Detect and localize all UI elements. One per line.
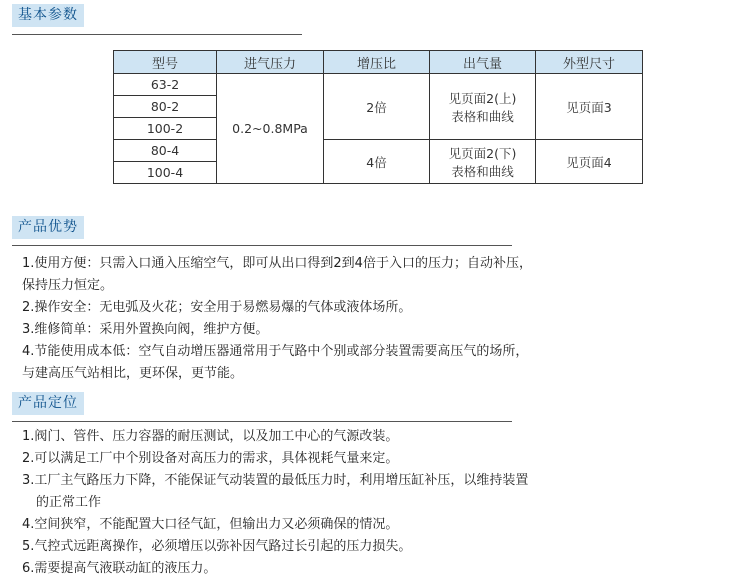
section-divider	[12, 245, 512, 246]
model-cell: 80-4	[114, 140, 217, 162]
section-divider	[12, 421, 512, 422]
list-item: 3.工厂主气路压力下降，不能保证气动装置的最低压力时，利用增压缸补压，以维持装置	[22, 473, 529, 488]
list-item: 保持压力恒定。	[22, 278, 114, 293]
list-item: 4.节能使用成本低：空气自动增压器通常用于气路中个别或部分装置需要高压气的场所，	[22, 344, 529, 359]
model-cell: 80-2	[114, 96, 217, 118]
advantages-list	[22, 253, 532, 385]
flow-line: 表格和曲线	[451, 108, 514, 124]
list-item: 2.可以满足工厂中个别设备对高压力的需求，具体视耗气量来定。	[22, 451, 399, 466]
model-cell: 100-2	[114, 118, 217, 140]
list-item: 1.阀门、管件、压力容器的耐压测试，以及加工中心的气源改装。	[22, 429, 399, 444]
ratio-cell: 4倍	[324, 140, 430, 184]
section-title-basic: 基本参数	[12, 4, 84, 27]
section-title-advantages: 产品优势	[12, 216, 84, 239]
table-header-row	[114, 51, 643, 74]
list-item: 5.气控式远距离操作，必须增压以弥补因气路过长引起的压力损失。	[22, 539, 412, 554]
list-item: 3.维修简单：采用外置换向阀，维护方便。	[22, 322, 269, 337]
list-item: 4.空间狭窄，不能配置大口径气缸，但输出力又必须确保的情况。	[22, 517, 399, 532]
positioning-list	[22, 426, 528, 580]
section-divider	[12, 34, 302, 35]
list-item: 的正常工作	[36, 495, 102, 510]
size-cell: 见页面4	[536, 140, 643, 184]
model-cell: 63-2	[114, 74, 217, 96]
list-item: 2.操作安全：无电弧及火花；安全用于易燃易爆的气体或液体场所。	[22, 300, 412, 315]
flow-line: 见页面2(上)	[448, 90, 517, 106]
pressure-cell: 0.2~0.8MPa	[217, 74, 324, 184]
flow-line: 见页面2(下)	[448, 145, 517, 161]
header-flow: 出气量	[430, 51, 536, 74]
list-item: 与建高压气站相比，更环保，更节能。	[22, 366, 244, 381]
size-cell: 见页面3	[536, 74, 643, 140]
header-pressure: 进气压力	[217, 51, 324, 74]
flow-line: 表格和曲线	[451, 163, 514, 179]
list-item: 1.使用方便：只需入口通入压缩空气，即可从出口得到2到4倍于入口的压力；自动补压，	[22, 256, 532, 271]
flow-cell	[430, 140, 536, 184]
flow-cell	[430, 74, 536, 140]
list-item: 6.需要提高气液联动缸的液压力。	[22, 561, 217, 576]
params-table	[113, 50, 643, 184]
table-row	[114, 140, 643, 162]
header-size: 外型尺寸	[536, 51, 643, 74]
header-ratio: 增压比	[324, 51, 430, 74]
table-row	[114, 74, 643, 96]
model-cell: 100-4	[114, 162, 217, 184]
section-title-positioning: 产品定位	[12, 392, 84, 415]
ratio-cell: 2倍	[324, 74, 430, 140]
header-model: 型号	[114, 51, 217, 74]
